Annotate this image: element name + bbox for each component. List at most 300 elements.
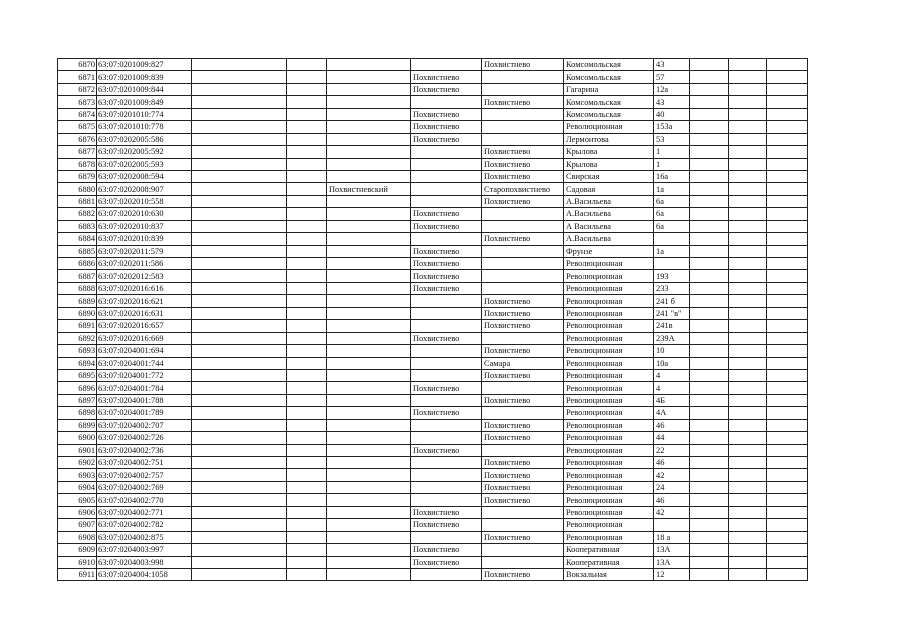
blank-cell-e: [767, 108, 808, 120]
blank-cell-c: [690, 282, 729, 294]
street-cell: Революционная: [564, 419, 654, 431]
street-cell: А.Васильева: [564, 195, 654, 207]
settlement-cell: Старопохвистнево: [482, 183, 564, 195]
row-number-cell: 6901: [58, 444, 97, 456]
table-row: [58, 419, 808, 431]
street-cell: Революционная: [564, 494, 654, 506]
house-cell: 12: [654, 568, 690, 580]
street-cell: Революционная: [564, 506, 654, 518]
city-cell: [411, 531, 482, 543]
blank-cell-c: [690, 407, 729, 419]
blank-cell-b: [287, 307, 327, 319]
blank-cell-a: [192, 295, 287, 307]
cadastral-number-cell: 63:07:0204002:757: [97, 469, 192, 481]
settlement-cell: Похвистнево: [482, 59, 564, 71]
blank-cell-c: [690, 307, 729, 319]
district-cell: [327, 233, 411, 245]
cadastral-number-cell: 63:07:0204001:784: [97, 382, 192, 394]
blank-cell-c: [690, 457, 729, 469]
blank-cell-c: [690, 96, 729, 108]
settlement-cell: [482, 133, 564, 145]
blank-cell-a: [192, 407, 287, 419]
city-cell: [411, 432, 482, 444]
city-cell: Похвистнево: [411, 121, 482, 133]
street-cell: А Васильева: [564, 220, 654, 232]
blank-cell-e: [767, 568, 808, 580]
street-cell: Революционная: [564, 320, 654, 332]
blank-cell-d: [729, 469, 767, 481]
house-cell: 4Б: [654, 394, 690, 406]
cadastral-number-cell: 63:07:0202016:631: [97, 307, 192, 319]
blank-cell-b: [287, 59, 327, 71]
cadastral-number-cell: 63:07:0202005:593: [97, 158, 192, 170]
blank-cell-a: [192, 519, 287, 531]
blank-cell-d: [729, 544, 767, 556]
district-cell: [327, 83, 411, 95]
settlement-cell: Похвистнево: [482, 320, 564, 332]
blank-cell-b: [287, 457, 327, 469]
district-cell: [327, 307, 411, 319]
street-cell: Революционная: [564, 407, 654, 419]
row-number-cell: 6877: [58, 146, 97, 158]
row-number-cell: 6883: [58, 220, 97, 232]
blank-cell-e: [767, 146, 808, 158]
blank-cell-a: [192, 121, 287, 133]
blank-cell-a: [192, 369, 287, 381]
cadastral-number-cell: 63:07:0204001:772: [97, 369, 192, 381]
blank-cell-a: [192, 345, 287, 357]
settlement-cell: [482, 245, 564, 257]
blank-cell-a: [192, 382, 287, 394]
settlement-cell: [482, 544, 564, 556]
blank-cell-a: [192, 170, 287, 182]
blank-cell-b: [287, 258, 327, 270]
settlement-cell: Похвистнево: [482, 419, 564, 431]
house-cell: 4А: [654, 407, 690, 419]
street-cell: Революционная: [564, 432, 654, 444]
blank-cell-e: [767, 170, 808, 182]
address-table: [57, 58, 808, 581]
settlement-cell: Похвистнево: [482, 481, 564, 493]
table-row: [58, 544, 808, 556]
district-cell: [327, 469, 411, 481]
table-row: [58, 83, 808, 95]
row-number-cell: 6879: [58, 170, 97, 182]
table-row: [58, 494, 808, 506]
settlement-cell: Похвистнево: [482, 469, 564, 481]
settlement-cell: Похвистнево: [482, 494, 564, 506]
table-row: [58, 556, 808, 568]
blank-cell-b: [287, 158, 327, 170]
district-cell: [327, 332, 411, 344]
city-cell: Похвистнево: [411, 382, 482, 394]
settlement-cell: Похвистнево: [482, 295, 564, 307]
city-cell: [411, 307, 482, 319]
row-number-cell: 6873: [58, 96, 97, 108]
district-cell: [327, 59, 411, 71]
street-cell: Революционная: [564, 258, 654, 270]
street-cell: Революционная: [564, 457, 654, 469]
blank-cell-e: [767, 432, 808, 444]
blank-cell-a: [192, 71, 287, 83]
city-cell: [411, 96, 482, 108]
row-number-cell: 6881: [58, 195, 97, 207]
blank-cell-a: [192, 146, 287, 158]
blank-cell-c: [690, 506, 729, 518]
district-cell: [327, 369, 411, 381]
blank-cell-e: [767, 121, 808, 133]
table-row: [58, 208, 808, 220]
district-cell: [327, 556, 411, 568]
blank-cell-d: [729, 133, 767, 145]
blank-cell-d: [729, 146, 767, 158]
blank-cell-b: [287, 544, 327, 556]
blank-cell-c: [690, 108, 729, 120]
blank-cell-c: [690, 220, 729, 232]
district-cell: [327, 282, 411, 294]
row-number-cell: 6885: [58, 245, 97, 257]
blank-cell-e: [767, 531, 808, 543]
settlement-cell: [482, 71, 564, 83]
city-cell: [411, 345, 482, 357]
blank-cell-d: [729, 71, 767, 83]
cadastral-number-cell: 63:07:0202012:583: [97, 270, 192, 282]
house-cell: [654, 519, 690, 531]
blank-cell-b: [287, 220, 327, 232]
blank-cell-b: [287, 419, 327, 431]
district-cell: [327, 407, 411, 419]
blank-cell-a: [192, 332, 287, 344]
table-row: [58, 195, 808, 207]
settlement-cell: [482, 506, 564, 518]
table-row: [58, 369, 808, 381]
blank-cell-c: [690, 369, 729, 381]
blank-cell-a: [192, 96, 287, 108]
district-cell: [327, 531, 411, 543]
table-row: [58, 394, 808, 406]
blank-cell-b: [287, 146, 327, 158]
table-row: [58, 270, 808, 282]
street-cell: Революционная: [564, 357, 654, 369]
blank-cell-c: [690, 481, 729, 493]
house-cell: 16а: [654, 170, 690, 182]
house-cell: 241 "в": [654, 307, 690, 319]
settlement-cell: [482, 108, 564, 120]
blank-cell-b: [287, 345, 327, 357]
blank-cell-e: [767, 245, 808, 257]
street-cell: Революционная: [564, 444, 654, 456]
blank-cell-e: [767, 469, 808, 481]
blank-cell-a: [192, 245, 287, 257]
blank-cell-a: [192, 556, 287, 568]
district-cell: Похвистневский: [327, 183, 411, 195]
blank-cell-c: [690, 357, 729, 369]
district-cell: [327, 481, 411, 493]
house-cell: 193: [654, 270, 690, 282]
blank-cell-e: [767, 233, 808, 245]
table-row: [58, 220, 808, 232]
row-number-cell: 6871: [58, 71, 97, 83]
street-cell: Комсомольская: [564, 71, 654, 83]
house-cell: 1а: [654, 245, 690, 257]
blank-cell-c: [690, 258, 729, 270]
house-cell: 241в: [654, 320, 690, 332]
table-row: [58, 170, 808, 182]
cadastral-number-cell: 63:07:0201009:839: [97, 71, 192, 83]
street-cell: Революционная: [564, 481, 654, 493]
blank-cell-c: [690, 469, 729, 481]
settlement-cell: [482, 444, 564, 456]
city-cell: Похвистнево: [411, 258, 482, 270]
district-cell: [327, 506, 411, 518]
table-row: [58, 531, 808, 543]
house-cell: 233: [654, 282, 690, 294]
blank-cell-b: [287, 369, 327, 381]
blank-cell-a: [192, 568, 287, 580]
blank-cell-b: [287, 170, 327, 182]
city-cell: [411, 233, 482, 245]
blank-cell-c: [690, 158, 729, 170]
blank-cell-c: [690, 208, 729, 220]
blank-cell-b: [287, 357, 327, 369]
blank-cell-e: [767, 556, 808, 568]
blank-cell-e: [767, 282, 808, 294]
row-number-cell: 6907: [58, 519, 97, 531]
city-cell: [411, 494, 482, 506]
blank-cell-c: [690, 345, 729, 357]
city-cell: Похвистнево: [411, 407, 482, 419]
table-row: [58, 506, 808, 518]
blank-cell-b: [287, 121, 327, 133]
blank-cell-a: [192, 506, 287, 518]
street-cell: Свирская: [564, 170, 654, 182]
cadastral-number-cell: 63:07:0204004:1058: [97, 568, 192, 580]
settlement-cell: Похвистнево: [482, 432, 564, 444]
row-number-cell: 6878: [58, 158, 97, 170]
blank-cell-a: [192, 444, 287, 456]
city-cell: [411, 158, 482, 170]
house-cell: 13А: [654, 544, 690, 556]
street-cell: Революционная: [564, 469, 654, 481]
blank-cell-e: [767, 208, 808, 220]
street-cell: Кооперативная: [564, 556, 654, 568]
blank-cell-e: [767, 133, 808, 145]
blank-cell-b: [287, 444, 327, 456]
cadastral-number-cell: 63:07:0202010:837: [97, 220, 192, 232]
city-cell: [411, 59, 482, 71]
blank-cell-e: [767, 457, 808, 469]
blank-cell-a: [192, 208, 287, 220]
house-cell: 6а: [654, 220, 690, 232]
table-row: [58, 133, 808, 145]
table-row: [58, 96, 808, 108]
house-cell: 153а: [654, 121, 690, 133]
table-row: [58, 183, 808, 195]
row-number-cell: 6903: [58, 469, 97, 481]
blank-cell-d: [729, 245, 767, 257]
settlement-cell: Похвистнево: [482, 146, 564, 158]
house-cell: 44: [654, 432, 690, 444]
settlement-cell: Похвистнево: [482, 170, 564, 182]
street-cell: Революционная: [564, 345, 654, 357]
blank-cell-e: [767, 158, 808, 170]
cadastral-number-cell: 63:07:0201010:774: [97, 108, 192, 120]
district-cell: [327, 295, 411, 307]
cadastral-number-cell: 63:07:0202010:839: [97, 233, 192, 245]
blank-cell-e: [767, 544, 808, 556]
cadastral-number-cell: 63:07:0202016:616: [97, 282, 192, 294]
district-cell: [327, 258, 411, 270]
settlement-cell: [482, 121, 564, 133]
blank-cell-a: [192, 270, 287, 282]
blank-cell-e: [767, 96, 808, 108]
cadastral-number-cell: 63:07:0201010:778: [97, 121, 192, 133]
city-cell: Похвистнево: [411, 519, 482, 531]
blank-cell-a: [192, 59, 287, 71]
blank-cell-c: [690, 295, 729, 307]
blank-cell-c: [690, 133, 729, 145]
row-number-cell: 6888: [58, 282, 97, 294]
blank-cell-e: [767, 494, 808, 506]
blank-cell-b: [287, 394, 327, 406]
row-number-cell: 6882: [58, 208, 97, 220]
street-cell: Комсомольская: [564, 108, 654, 120]
blank-cell-b: [287, 469, 327, 481]
street-cell: Революционная: [564, 394, 654, 406]
blank-cell-c: [690, 71, 729, 83]
house-cell: 40: [654, 108, 690, 120]
blank-cell-d: [729, 258, 767, 270]
settlement-cell: Похвистнево: [482, 96, 564, 108]
city-cell: Похвистнево: [411, 245, 482, 257]
cadastral-number-cell: 63:07:0202008:594: [97, 170, 192, 182]
blank-cell-e: [767, 345, 808, 357]
street-cell: Комсомольская: [564, 59, 654, 71]
blank-cell-d: [729, 233, 767, 245]
table-row: [58, 407, 808, 419]
blank-cell-c: [690, 146, 729, 158]
settlement-cell: [482, 382, 564, 394]
house-cell: 46: [654, 419, 690, 431]
city-cell: Похвистнево: [411, 83, 482, 95]
table-row: [58, 469, 808, 481]
row-number-cell: 6870: [58, 59, 97, 71]
table-row: [58, 432, 808, 444]
city-cell: [411, 170, 482, 182]
street-cell: Революционная: [564, 519, 654, 531]
blank-cell-e: [767, 519, 808, 531]
house-cell: 241 б: [654, 295, 690, 307]
house-cell: 10: [654, 345, 690, 357]
blank-cell-c: [690, 270, 729, 282]
row-number-cell: 6880: [58, 183, 97, 195]
blank-cell-d: [729, 220, 767, 232]
city-cell: Похвистнево: [411, 220, 482, 232]
blank-cell-e: [767, 407, 808, 419]
blank-cell-b: [287, 432, 327, 444]
blank-cell-b: [287, 270, 327, 282]
blank-cell-a: [192, 233, 287, 245]
cadastral-number-cell: 63:07:0204002:707: [97, 419, 192, 431]
row-number-cell: 6874: [58, 108, 97, 120]
city-cell: [411, 183, 482, 195]
blank-cell-e: [767, 481, 808, 493]
district-cell: [327, 444, 411, 456]
district-cell: [327, 419, 411, 431]
table-row: [58, 444, 808, 456]
blank-cell-d: [729, 295, 767, 307]
street-cell: Революционная: [564, 121, 654, 133]
row-number-cell: 6900: [58, 432, 97, 444]
cadastral-number-cell: 63:07:0202008:907: [97, 183, 192, 195]
house-cell: 4: [654, 382, 690, 394]
row-number-cell: 6897: [58, 394, 97, 406]
table-row: [58, 345, 808, 357]
district-cell: [327, 133, 411, 145]
blank-cell-a: [192, 469, 287, 481]
blank-cell-c: [690, 394, 729, 406]
blank-cell-c: [690, 432, 729, 444]
blank-cell-b: [287, 332, 327, 344]
district-cell: [327, 96, 411, 108]
blank-cell-d: [729, 407, 767, 419]
blank-cell-c: [690, 170, 729, 182]
cadastral-number-cell: 63:07:0201009:827: [97, 59, 192, 71]
blank-cell-d: [729, 419, 767, 431]
settlement-cell: Похвистнево: [482, 457, 564, 469]
row-number-cell: 6894: [58, 357, 97, 369]
blank-cell-c: [690, 59, 729, 71]
row-number-cell: 6910: [58, 556, 97, 568]
street-cell: А.Васильева: [564, 233, 654, 245]
blank-cell-c: [690, 531, 729, 543]
blank-cell-d: [729, 556, 767, 568]
row-number-cell: 6905: [58, 494, 97, 506]
settlement-cell: Похвистнево: [482, 345, 564, 357]
blank-cell-d: [729, 170, 767, 182]
blank-cell-a: [192, 457, 287, 469]
street-cell: Гагарина: [564, 83, 654, 95]
blank-cell-b: [287, 320, 327, 332]
table-row: [58, 121, 808, 133]
blank-cell-b: [287, 481, 327, 493]
row-number-cell: 6890: [58, 307, 97, 319]
row-number-cell: 6895: [58, 369, 97, 381]
blank-cell-d: [729, 195, 767, 207]
blank-cell-b: [287, 295, 327, 307]
blank-cell-d: [729, 183, 767, 195]
blank-cell-d: [729, 457, 767, 469]
blank-cell-b: [287, 71, 327, 83]
house-cell: 6а: [654, 195, 690, 207]
street-cell: Революционная: [564, 332, 654, 344]
blank-cell-d: [729, 121, 767, 133]
settlement-cell: [482, 332, 564, 344]
blank-cell-d: [729, 494, 767, 506]
row-number-cell: 6902: [58, 457, 97, 469]
blank-cell-e: [767, 270, 808, 282]
table-row: [58, 295, 808, 307]
street-cell: Садовая: [564, 183, 654, 195]
blank-cell-d: [729, 506, 767, 518]
district-cell: [327, 345, 411, 357]
blank-cell-b: [287, 519, 327, 531]
row-number-cell: 6909: [58, 544, 97, 556]
cadastral-number-cell: 63:07:0202005:586: [97, 133, 192, 145]
row-number-cell: 6891: [58, 320, 97, 332]
cadastral-number-cell: 63:07:0204002:782: [97, 519, 192, 531]
settlement-cell: Похвистнево: [482, 233, 564, 245]
